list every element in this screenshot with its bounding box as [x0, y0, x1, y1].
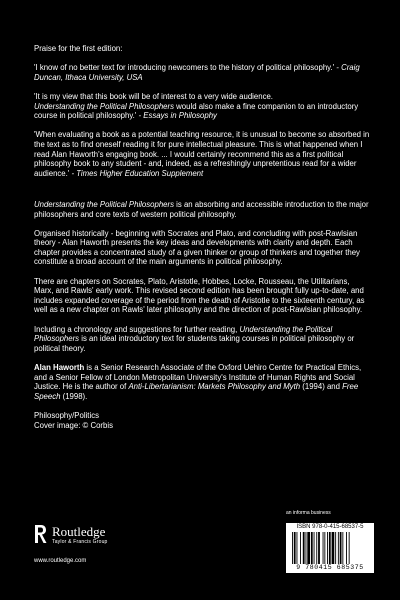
- subject-category: Philosophy/Politics: [34, 410, 100, 420]
- praise-quote-3: 'When evaluating a book as a potential teaching resource, it is unusual to become so absorbed in the text as to find oneself reading it for pure intellectual pleasure. This is what happened when I read Alan Haworth's engaging book. ... I would certainly recommend this as a first political philosophy book to any student - and, indeed, as a refreshingly unpretentious read for a wider audience.' - Times Higher Education Supplement: [34, 130, 370, 178]
- description-intro: Understanding the Political Philosophers is an absorbing and accessible introduction to the major philosophers and core texts of western political philosophy.: [34, 199, 369, 219]
- publisher-website: www.routledge.com: [34, 558, 87, 564]
- isbn-barcode: [286, 523, 374, 573]
- routledge-r-logo-icon: [34, 523, 48, 545]
- back-cover-text: [34, 44, 370, 440]
- description-organisation: Organised historically - beginning with Socrates and Plato, and concluding with post-Rawlsian theory - Alan Haworth presents the key ideas and developments with clarity and depth. Each chapter provides a concentrated study of a given thinker or group of thinkers and together they constitute a broad account of the main arguments in political philosophy.: [34, 228, 360, 267]
- description-chapters: There are chapters on Socrates, Plato, Aristotle, Hobbes, Locke, Rousseau, the Utilitarians, Marx, and Rawls' early work. This revised second edition has been brought fully up-to-date, and includes expanded coverage of the period from the death of Aristotle to the sixteenth century, as well as a new chapter on Rawls' later philosophy and the direction of post-Rawlsian philosophy.: [34, 276, 365, 315]
- publisher-subtitle: Taylor & Francis Group: [52, 539, 108, 545]
- isbn-number: ISBN 978-0-415-68537-5: [296, 524, 364, 530]
- barcode-bars: [292, 532, 372, 564]
- cover-image-credit: Cover image: © Corbis: [34, 420, 113, 430]
- publisher-logo: [34, 523, 174, 563]
- praise-quote-1: 'I know of no better text for introducing newcomers to the history of political philosophy.' - Craig Duncan, Ithaca University, USA: [34, 63, 360, 82]
- barcode-digits: 9 780415 685375: [296, 564, 364, 571]
- author-bio: Alan Haworth is a Senior Research Associate of the Oxford Uehiro Centre for Practical Ethics, and a Senior Fellow of London Metropolitan University's Institute of Human Rights and Social Justice. He is the author of Anti-Libertarianism: Markets Philosophy and Myth (1994) and Free Speech (1998).: [34, 363, 362, 401]
- praise-quote-2: 'It is my view that this book will be of interest to a very wide audience. Understanding the Political Philosophers would also make a fine companion to an introductory course in political philosophy.' - Essays in Philosophy: [34, 91, 359, 121]
- publisher-name: Routledge: [52, 524, 106, 539]
- informa-business-label: an informa business: [286, 510, 331, 516]
- description-features: Including a chronology and suggestions for further reading, Understanding the Political Philosophers is an ideal introductory text for students taking courses in political philosophy or political theory.: [34, 324, 355, 353]
- praise-heading: Praise for the first edition:: [34, 44, 123, 53]
